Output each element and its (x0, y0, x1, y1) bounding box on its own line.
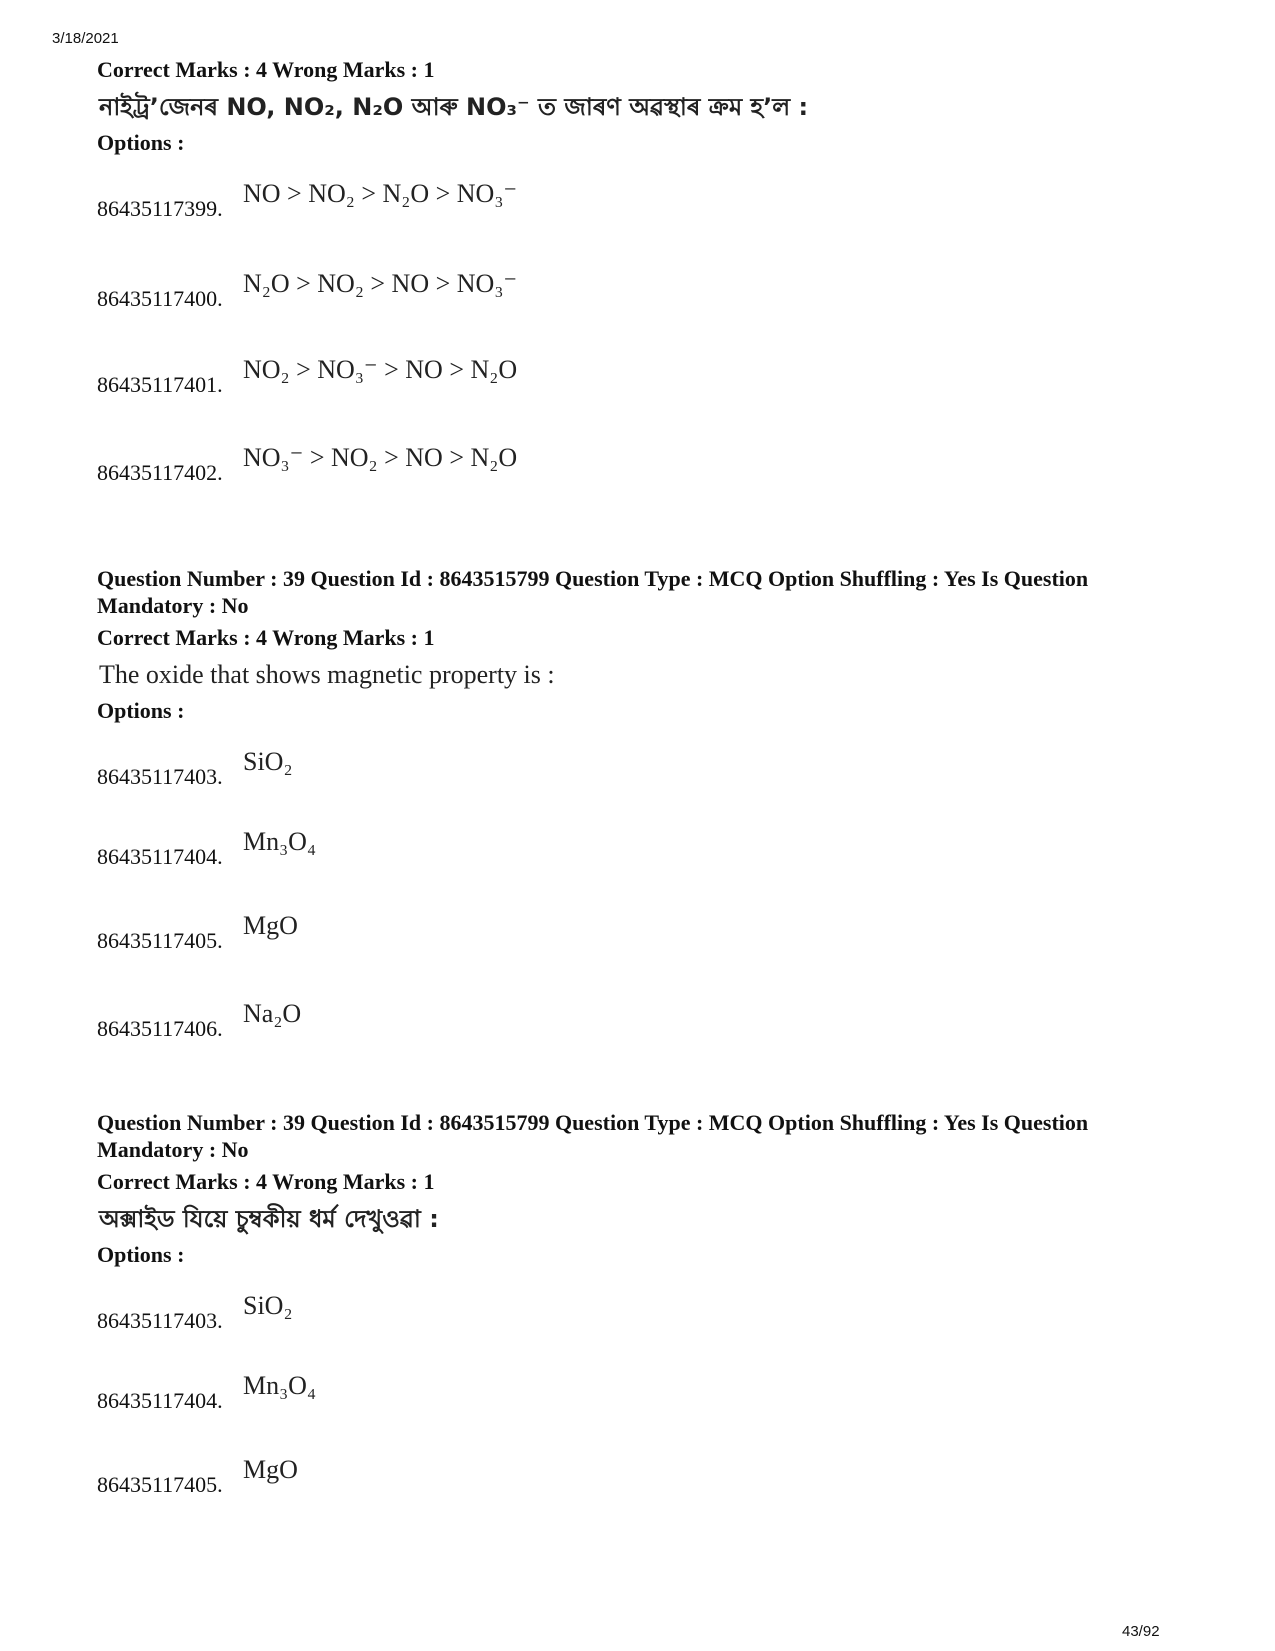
option-text: N₂O > NO₂ > NO > NO₃⁻ (243, 269, 518, 298)
question-meta: Question Number : 39 Question Id : 8643515799 Question Type : MCQ Option Shuffling : Yes Is Question Mandatory : No (97, 566, 1089, 618)
option-item (97, 1414, 1117, 1498)
print-date: 3/18/2021 (52, 30, 119, 47)
option-id: 86435117404. (97, 1388, 223, 1413)
options-label: Options : (97, 130, 185, 155)
option-id: 86435117405. (97, 1472, 223, 1497)
question-block-1 (97, 56, 1117, 486)
option-text: SiO₂ (243, 747, 293, 776)
marks-line: Correct Marks : 4 Wrong Marks : 1 (97, 1169, 435, 1194)
option-id: 86435117399. (97, 196, 223, 221)
options-label: Options : (97, 698, 185, 723)
option-item (97, 312, 1117, 398)
marks-line: Correct Marks : 4 Wrong Marks : 1 (97, 57, 435, 82)
option-item (97, 954, 1117, 1042)
question-text: অক্সাইড যিয়ে চুম্বকীয় ধৰ্ম দেখুওৱা : (99, 1205, 439, 1233)
option-text: Mn₃O₄ (243, 827, 317, 856)
option-item (97, 398, 1117, 486)
option-text: Mn₃O₄ (243, 1371, 317, 1400)
option-id: 86435117403. (97, 1308, 223, 1333)
option-id: 86435117400. (97, 286, 223, 311)
option-text: MgO (243, 1455, 298, 1484)
option-item (97, 156, 1117, 222)
option-id: 86435117405. (97, 928, 223, 953)
page-number: 43/92 (1122, 1623, 1160, 1640)
question-text: The oxide that shows magnetic property is : (99, 660, 555, 689)
option-id: 86435117402. (97, 460, 223, 485)
question-block-3 (97, 1109, 1117, 1498)
option-text: NO₂ > NO₃⁻ > NO > N₂O (243, 355, 518, 384)
option-id: 86435117406. (97, 1016, 223, 1041)
option-item (97, 724, 1117, 790)
option-text: NO > NO₂ > N₂O > NO₃⁻ (243, 179, 518, 208)
option-id: 86435117401. (97, 372, 223, 397)
option-item (97, 1268, 1117, 1334)
option-item (97, 870, 1117, 954)
options-label: Options : (97, 1242, 185, 1267)
question-block-2 (97, 565, 1117, 1042)
option-item (97, 222, 1117, 312)
option-item (97, 1334, 1117, 1414)
option-text: NO₃⁻ > NO₂ > NO > N₂O (243, 443, 518, 472)
option-id: 86435117403. (97, 764, 223, 789)
option-text: Na₂O (243, 999, 302, 1028)
option-text: SiO₂ (243, 1291, 293, 1320)
question-meta: Question Number : 39 Question Id : 8643515799 Question Type : MCQ Option Shuffling : Yes Is Question Mandatory : No (97, 1110, 1089, 1162)
option-id: 86435117404. (97, 844, 223, 869)
option-item (97, 790, 1117, 870)
option-text: MgO (243, 911, 298, 940)
marks-line: Correct Marks : 4 Wrong Marks : 1 (97, 625, 435, 650)
question-text: নাইট্ৰ’জেনৰ NO, NO₂, N₂O আৰু NO₃⁻ ত জাৰণ অৱস্থাৰ ক্ৰম হ’ল : (99, 93, 809, 121)
